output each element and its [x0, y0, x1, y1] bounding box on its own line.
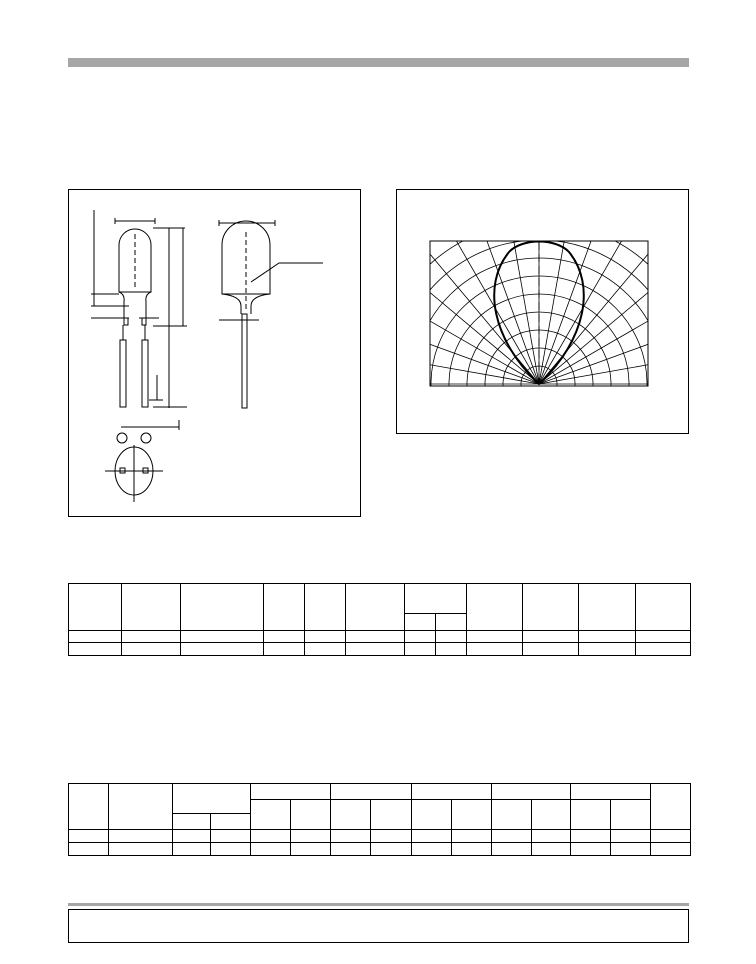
t1-head-7 [405, 584, 467, 614]
header-rule [68, 58, 689, 67]
t1-head-4 [264, 584, 305, 631]
t2-head-3 [173, 784, 251, 814]
t2-head-4 [251, 784, 331, 800]
spec-table-1 [68, 583, 691, 656]
table-row [69, 643, 691, 656]
t2-subhead-1 [173, 814, 211, 830]
t1-subhead-2 [436, 614, 467, 631]
t2-subhead-2 [211, 814, 251, 830]
t1-head-2 [122, 584, 181, 631]
footer-box [68, 909, 689, 943]
t2-head-8 [571, 784, 651, 800]
t1-subhead-1 [405, 614, 436, 631]
t2-head-2 [109, 784, 173, 830]
table-row [69, 631, 691, 643]
outline-drawing-panel [68, 189, 361, 517]
table-row [69, 830, 691, 843]
radiation-pattern-panel [396, 189, 689, 434]
radiation-pattern-icon [397, 190, 690, 435]
t2-head-7 [492, 784, 571, 800]
t2-head-9 [651, 784, 691, 830]
spec-table-2 [68, 783, 691, 856]
t2-head-5 [331, 784, 412, 800]
footer-rule [68, 903, 689, 906]
t1-head-1 [69, 584, 122, 631]
t1-head-8 [467, 584, 523, 631]
t1-head-10 [579, 584, 636, 631]
t1-head-6 [346, 584, 405, 631]
t2-head-1 [69, 784, 109, 830]
t1-head-5 [305, 584, 346, 631]
led-outline-drawing-icon [69, 190, 362, 518]
t1-head-11 [636, 584, 691, 631]
t2-head-6 [412, 784, 492, 800]
table-row [69, 843, 691, 856]
t1-head-9 [523, 584, 579, 631]
t1-head-3 [181, 584, 264, 631]
